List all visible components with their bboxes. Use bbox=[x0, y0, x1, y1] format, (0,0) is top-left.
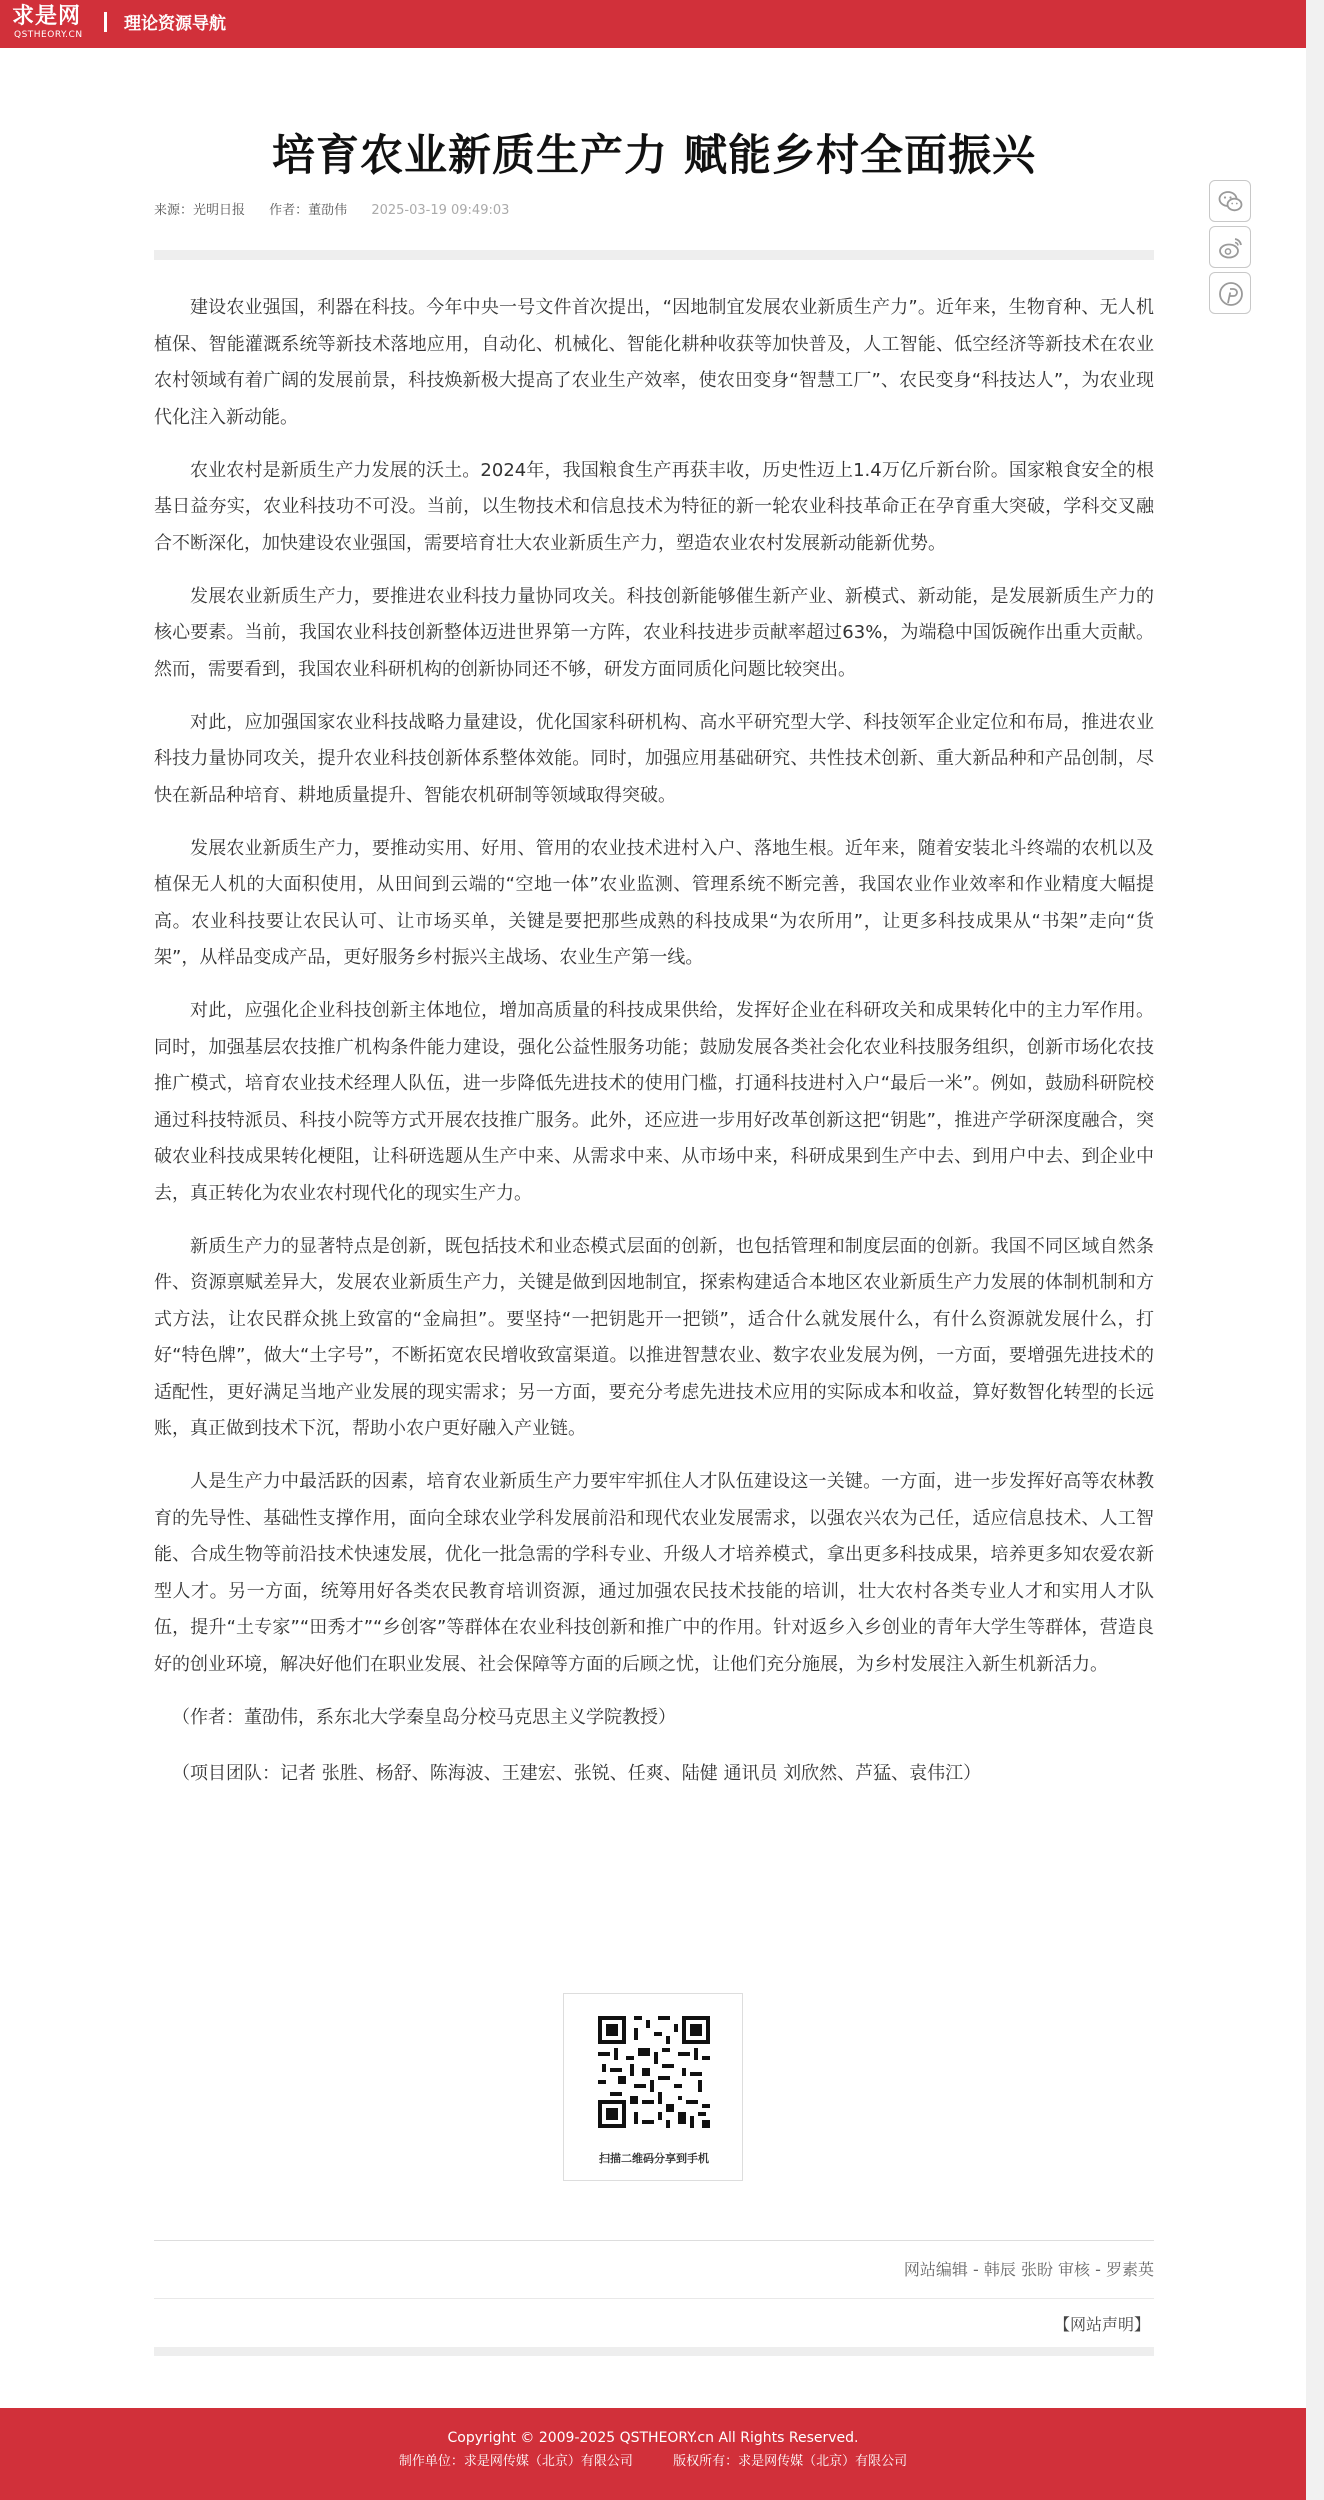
footer-producer: 制作单位：求是网传媒（北京）有限公司 bbox=[398, 2454, 633, 2469]
site-footer bbox=[0, 2408, 1306, 2500]
qr-code-icon bbox=[598, 2016, 710, 2128]
share-wechat-button[interactable] bbox=[1209, 180, 1251, 222]
editor-divider bbox=[154, 2298, 1154, 2299]
qr-share-box bbox=[563, 1993, 743, 2181]
top-bar bbox=[0, 0, 1306, 48]
article-paragraph: 对此，应加强国家农业科技战略力量建设，优化国家科研机构、高水平研究型大学、科技领军企业定位和布局，推进农业科技力量协同攻关，提升农业科技创新体系整体效能。同时，加强应用基础研究、共性技术创新、重大新品种和产品创制，尽快在新品种培育、耕地质量提升、智能农机研制等领域取得突破。 bbox=[154, 711, 1154, 806]
article-body bbox=[154, 290, 1154, 1813]
article-paragraph: 建设农业强国，利器在科技。今年中央一号文件首次提出，“因地制宜发展农业新质生产力”。近年来，生物育种、无人机植保、智能灌溉系统等新技术落地应用，自动化、机械化、智能化耕种收获等加快普及，人工智能、低空经济等新技术在农业农村领域有着广阔的发展前景，科技焕新极大提高了农业生产效率，使农田变身“智慧工厂”、农民变身“科技达人”，为农业现代化注入新动能。 bbox=[154, 297, 1154, 428]
logo-sub-text: QSTHEORY.CN bbox=[14, 30, 83, 40]
qr-caption: 扫描二维码分享到手机 bbox=[599, 2152, 709, 2165]
article-paragraph: 新质生产力的显著特点是创新，既包括技术和业态模式层面的创新，也包括管理和制度层面的创新。我国不同区域自然条件、资源禀赋差异大，发展农业新质生产力，关键是做到因地制宜，探索构建适合本地区农业新质生产力发展的体制机制和方式方法，让农民群众挑上致富的“金扁担”。要坚持“一把钥匙开一把锁”，适合什么就发展什么，有什么资源就发展什么，打好“特色牌”，做大“土字号”，不断拓宽农民增收致富渠道。以推进智慧农业、数字农业发展为例，一方面，要增强先进技术的适配性，更好满足当地产业发展的现实需求；另一方面，要充分考虑先进技术应用的实际成本和收益，算好数智化转型的长远账，真正做到技术下沉，帮助小农户更好融入产业链。 bbox=[154, 1235, 1154, 1439]
team-note: （项目团队：记者 张胜、杨舒、陈海波、王建宏、张锐、任爽、陆健 通讯员 刘欣然、芦猛、袁伟江） bbox=[172, 1763, 982, 1784]
title-divider bbox=[154, 250, 1154, 260]
pinterest-icon bbox=[1217, 280, 1245, 308]
weibo-icon bbox=[1217, 234, 1245, 262]
article-title: 培育农业新质生产力 赋能乡村全面振兴 bbox=[272, 131, 1036, 181]
wechat-icon bbox=[1217, 188, 1245, 216]
editor-credit: 网站编辑 - 韩辰 张盼 审核 - 罗素英 bbox=[903, 2260, 1154, 2279]
article-paragraph: 发展农业新质生产力，要推进农业科技力量协同攻关。科技创新能够催生新产业、新模式、新动能，是发展新质生产力的核心要素。当前，我国农业科技创新整体迈进世界第一方阵，农业科技进步贡献率超过63%，为端稳中国饭碗作出重大贡献。然而，需要看到，我国农业科研机构的创新协同还不够，研发方面同质化问题比较突出。 bbox=[154, 585, 1154, 680]
logo-main-text: 求是网 bbox=[12, 4, 82, 29]
author-note: （作者：董劭伟，系东北大学秦皇岛分校马克思主义学院教授） bbox=[172, 1706, 676, 1728]
footer-owner: 版权所有：求是网传媒（北京）有限公司 bbox=[673, 2454, 908, 2469]
theory-resource-nav-link[interactable]: 理论资源导航 bbox=[124, 14, 226, 34]
bottom-divider bbox=[154, 2347, 1154, 2356]
footer-company-info bbox=[0, 2452, 1306, 2472]
content-divider bbox=[154, 2240, 1154, 2241]
article-paragraph: 农业农村是新质生产力发展的沃土。2024年，我国粮食生产再获丰收，历史性迈上1.4万亿斤新台阶。国家粮食安全的根基日益夯实，农业科技功不可没。当前，以生物技术和信息技术为特征的新一轮农业科技革命正在孕育重大突破，学科交叉融合不断深化，加快建设农业强国，需要培育壮大农业新质生产力，塑造农业农村发展新动能新优势。 bbox=[154, 459, 1154, 554]
site-disclaimer-link[interactable]: 【网站声明】 bbox=[1053, 2315, 1150, 2334]
site-logo[interactable] bbox=[12, 4, 88, 44]
share-pinterest-button[interactable] bbox=[1209, 272, 1251, 314]
scrollbar[interactable] bbox=[1306, 0, 1324, 2500]
article-paragraph: 人是生产力中最活跃的因素，培育农业新质生产力要牢牢抓住人才队伍建设这一关键。一方面，进一步发挥好高等农林教育的先导性、基础性支撑作用，面向全球农业学科发展前沿和现代农业发展需求，以强农兴农为己任，适应信息技术、人工智能、合成生物等前沿技术快速发展，优化一批急需的学科专业、升级人才培养模式，拿出更多科技成果，培养更多知农爱农新型人才。另一方面，统筹用好各类农民教育培训资源，通过加强农民技术技能的培训，壮大农村各类专业人才和实用人才队伍，提升“土专家”“田秀才”“乡创客”等群体在农业科技创新和推广中的作用。针对返乡入乡创业的青年大学生等群体，营造良好的创业环境，解决好他们在职业发展、社会保障等方面的后顾之忧，让他们充分施展，为乡村发展注入新生机新活力。 bbox=[154, 1471, 1154, 1675]
article-meta bbox=[154, 202, 529, 220]
article-author: 作者：董劭伟 bbox=[269, 203, 348, 218]
header-divider bbox=[104, 12, 107, 32]
footer-copyright: Copyright © 2009-2025 QSTHEORY.cn All Rights Reserved. bbox=[447, 2430, 859, 2446]
article-paragraph: 对此，应强化企业科技创新主体地位，增加高质量的科技成果供给，发挥好企业在科研攻关和成果转化中的主力军作用。同时，加强基层农技推广机构条件能力建设，强化公益性服务功能；鼓励发展各类社会化农业科技服务组织，创新市场化农技推广模式，培育农业技术经理人队伍，进一步降低先进技术的使用门槛，打通科技进村入户“最后一米”。例如，鼓励科研院校通过科技特派员、科技小院等方式开展农技推广服务。此外，还应进一步用好改革创新这把“钥匙”，推进产学研深度融合，突破农业科技成果转化梗阻，让科研选题从生产中来、从需求中来、从市场中来，科研成果到生产中去、到用户中去、到企业中去，真正转化为农业农村现代化的现实生产力。 bbox=[154, 1000, 1154, 1204]
article-paragraph: 发展农业新质生产力，要推动实用、好用、管用的农业技术进村入户、落地生根。近年来，随着安装北斗终端的农机以及植保无人机的大面积使用，从田间到云端的“空地一体”农业监测、管理系统不断完善，我国农业作业效率和作业精度大幅提高。农业科技要让农民认可、让市场买单，关键是要把那些成熟的科技成果“为农所用”，让更多科技成果从“书架”走向“货架”，从样品变成产品，更好服务乡村振兴主战场、农业生产第一线。 bbox=[154, 837, 1154, 968]
share-weibo-button[interactable] bbox=[1209, 226, 1251, 268]
article-source: 来源：光明日报 bbox=[154, 203, 246, 218]
article-time: 2025-03-19 09:49:03 bbox=[371, 203, 510, 218]
